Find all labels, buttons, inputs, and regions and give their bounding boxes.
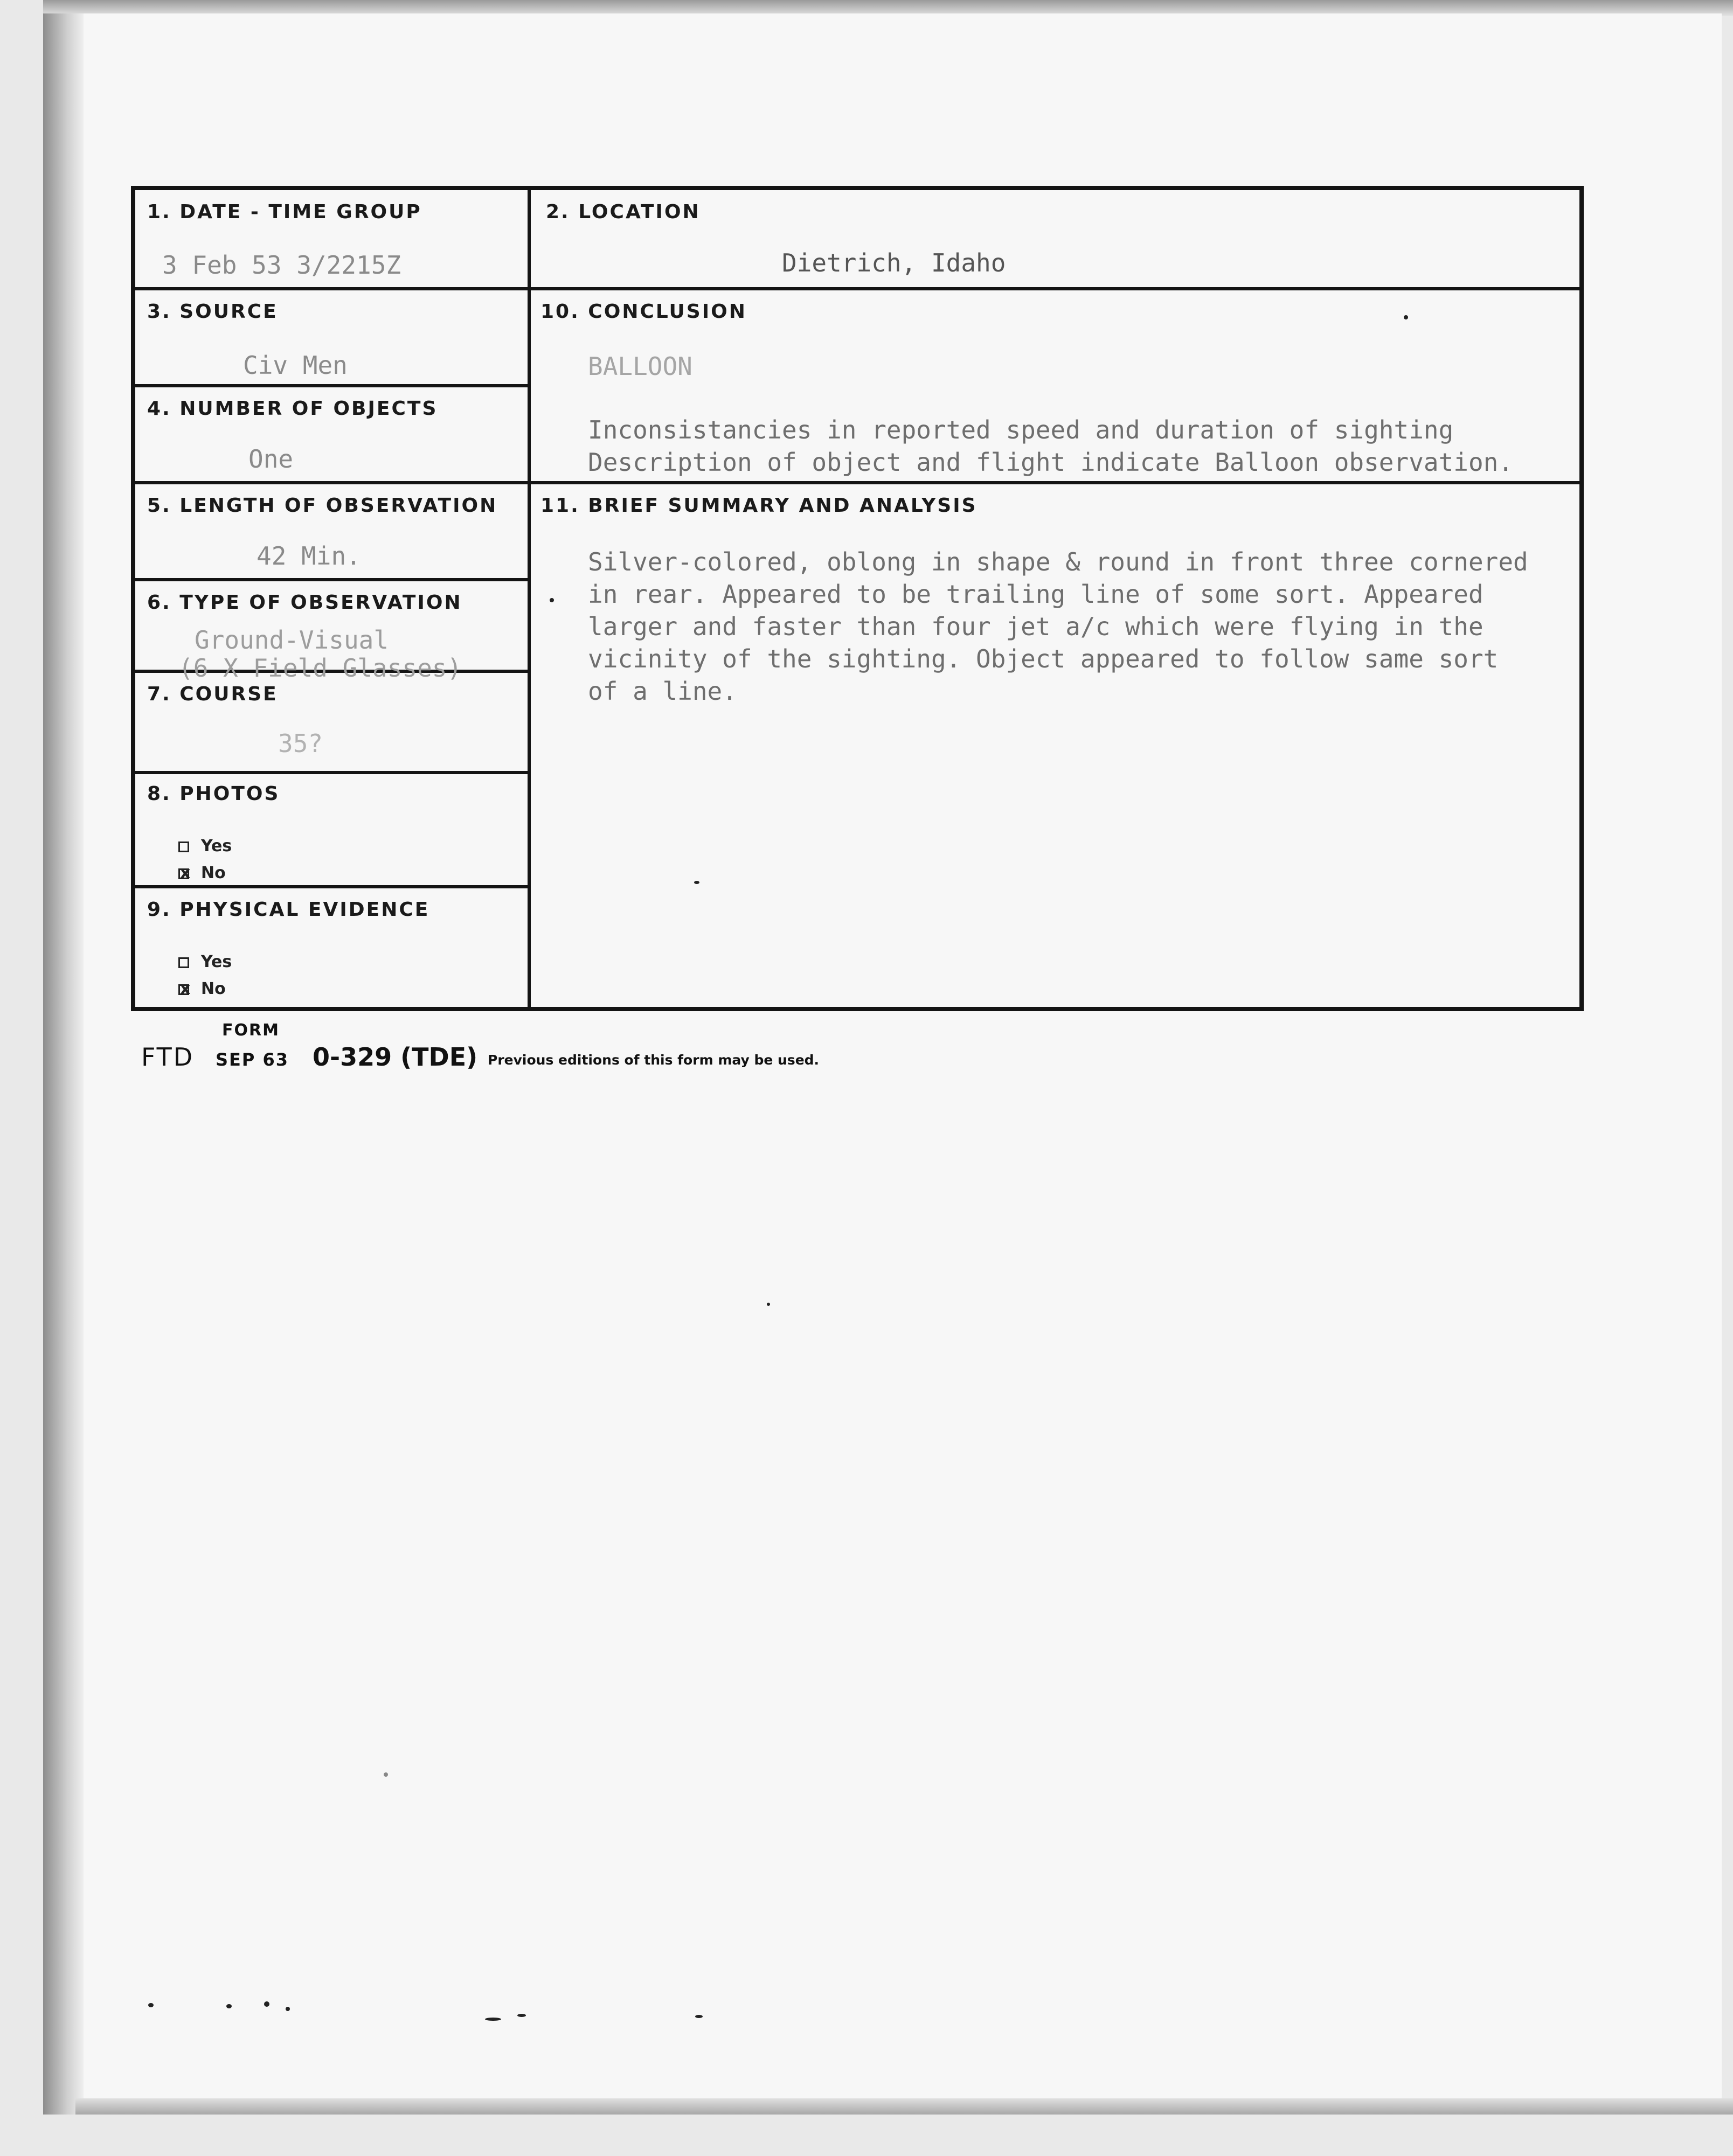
physical-evidence-no-option[interactable] xyxy=(178,979,226,998)
physical-evidence-yes-option[interactable] xyxy=(178,952,232,971)
photos-yes-checkbox[interactable] xyxy=(178,841,189,852)
scan-speck xyxy=(148,2003,154,2007)
scan-speck xyxy=(264,2001,269,2007)
scan-edge-bottom xyxy=(75,2098,1733,2115)
length-of-observation-label: 5. LENGTH OF OBSERVATION xyxy=(147,495,498,517)
row-divider xyxy=(135,771,528,774)
project-card-form xyxy=(131,186,1584,1011)
location-label: 2. LOCATION xyxy=(546,201,701,223)
form-date: SEP 63 xyxy=(216,1049,289,1070)
summary-line-4: vicinity of the sighting. Object appeared to follow same sort xyxy=(588,644,1499,673)
scan-speck xyxy=(695,2015,703,2018)
form-code-prefix: FTD xyxy=(141,1042,195,1072)
type-of-observation-value-2: (6 X Field Glasses) xyxy=(178,653,462,683)
photos-yes-label: Yes xyxy=(201,837,232,856)
summary-line-2: in rear. Appeared to be trailing line of some sort. Appeared xyxy=(588,580,1484,609)
row-divider xyxy=(135,578,528,581)
physical-evidence-no-checkbox[interactable] xyxy=(178,984,189,995)
location-value: Dietrich, Idaho xyxy=(782,248,1006,277)
scan-speck xyxy=(550,598,554,602)
photos-label: 8. PHOTOS xyxy=(147,783,280,805)
scan-speck xyxy=(767,1303,770,1306)
course-value: 35? xyxy=(278,729,323,758)
scan-speck xyxy=(226,2004,232,2008)
number-of-objects-label: 4. NUMBER OF OBJECTS xyxy=(147,398,438,420)
row-divider xyxy=(135,384,528,387)
conclusion-text-line-1: Inconsistancies in reported speed and duration of sighting xyxy=(588,415,1454,444)
summary-line-1: Silver-colored, oblong in shape & round in front three cornered xyxy=(588,547,1528,576)
date-time-group-label: 1. DATE - TIME GROUP xyxy=(147,201,422,223)
course-label: 7. COURSE xyxy=(147,683,278,705)
photos-no-checkbox[interactable] xyxy=(178,868,189,879)
scan-speck xyxy=(694,881,699,884)
type-of-observation-label: 6. TYPE OF OBSERVATION xyxy=(147,592,462,614)
conclusion-value: BALLOON xyxy=(588,352,692,381)
row-divider xyxy=(135,481,1579,484)
summary-label: 11. BRIEF SUMMARY AND ANALYSIS xyxy=(540,495,978,517)
form-word: FORM xyxy=(222,1021,280,1040)
row-divider xyxy=(135,287,1579,290)
scan-edge-left xyxy=(43,13,84,2115)
scan-speck xyxy=(1404,315,1408,319)
row-divider xyxy=(135,885,528,888)
length-of-observation-value: 42 Min. xyxy=(257,541,361,571)
source-label: 3. SOURCE xyxy=(147,301,278,323)
date-time-group-value: 3 Feb 53 3/2215Z xyxy=(162,251,401,280)
conclusion-label: 10. CONCLUSION xyxy=(540,301,747,323)
conclusion-text-line-2: Description of object and flight indicate Balloon observation. xyxy=(588,448,1514,477)
form-note: Previous editions of this form may be used. xyxy=(488,1052,820,1068)
column-divider xyxy=(528,190,531,1007)
summary-line-3: larger and faster than four jet a/c which were flying in the xyxy=(588,612,1484,641)
scan-speck xyxy=(485,2018,501,2021)
scan-speck xyxy=(517,2014,526,2017)
source-value: Civ Men xyxy=(243,351,348,380)
form-number: 0-329 (TDE) xyxy=(313,1042,478,1072)
physical-evidence-label: 9. PHYSICAL EVIDENCE xyxy=(147,899,430,921)
photos-no-option[interactable] xyxy=(178,864,226,882)
scan-speck xyxy=(286,2007,290,2011)
type-of-observation-value-1: Ground-Visual xyxy=(195,625,389,655)
scan-speck xyxy=(384,1772,388,1777)
photos-no-label: No xyxy=(201,864,226,882)
number-of-objects-value: One xyxy=(248,444,294,474)
photos-yes-option[interactable] xyxy=(178,837,232,856)
physical-evidence-no-label: No xyxy=(201,979,226,998)
summary-line-5: of a line. xyxy=(588,677,737,706)
physical-evidence-yes-label: Yes xyxy=(201,952,232,971)
physical-evidence-yes-checkbox[interactable] xyxy=(178,957,189,968)
